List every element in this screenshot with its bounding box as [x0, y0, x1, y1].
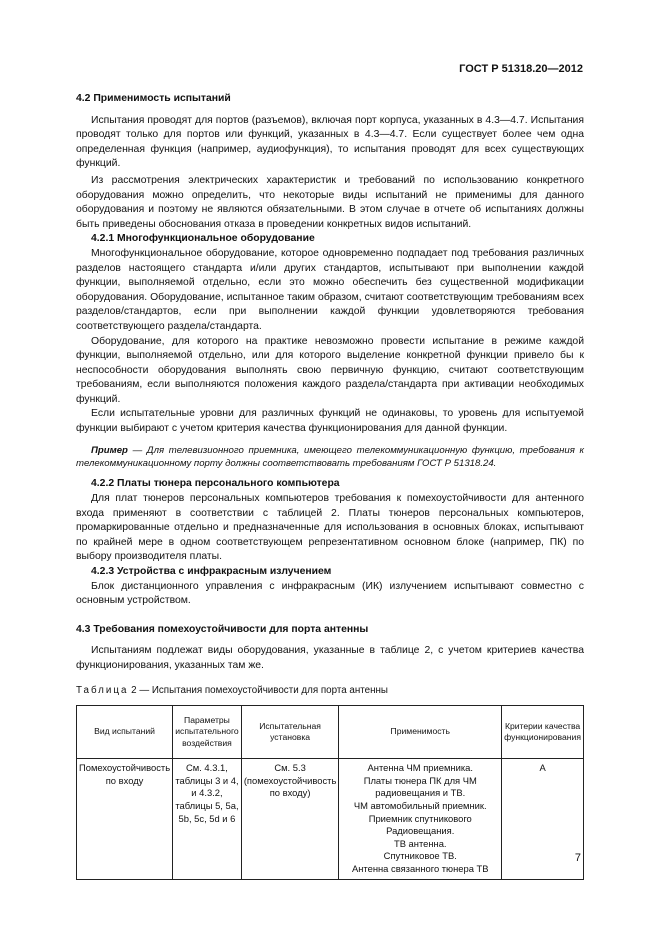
applicability-item: Спутниковое ТВ.: [383, 850, 457, 862]
table-row: [77, 759, 584, 879]
header-test-type: Вид испытаний: [77, 706, 173, 759]
section-4-2-heading: 4.2 Применимость испытаний: [76, 93, 231, 104]
header-test-parameters: Параметры испытательного воздействия: [173, 706, 242, 759]
applicability-item: Радиовещания.: [386, 825, 455, 837]
section-4-2-2-paragraph-1: Для плат тюнеров персональных компьютеров требования к помехоустойчивости для антенного входа применяют в соответствии с таблицей 2. Платы тюнеров персональных компьютеров, промаркированные отдельно и предназначенные для использования в основных блоках, испытывают по крайней мере в одном соответствующем репрезентативном основном блоке (например, ПК) по выбору производителя платы.: [76, 493, 584, 563]
applicability-item: Антенна ЧМ приемника.: [367, 762, 473, 774]
header-performance-criteria: Критерии качества функционирования: [502, 706, 584, 759]
table-caption-word: Таблица: [76, 684, 129, 696]
cell-test-parameters: См. 4.3.1, таблицы 3 и 4, и 4.3.2, таблицы 5, 5а, 5b, 5c, 5d и 6: [173, 759, 242, 879]
section-4-2-3-heading: 4.2.3 Устройства с инфракрасным излучением: [91, 566, 332, 578]
cell-test-setup: См. 5.3 (помехоустойчивость по входу): [241, 759, 339, 879]
applicability-item: ТВ антенна.: [393, 837, 447, 849]
section-4-2-1-paragraph-3: Если испытательные уровни для различных функций не одинаковы, то уровень для испытуемой функции выбирают с учетом критерия качества функционирования для данной функции.: [76, 408, 584, 435]
section-4-2-3-paragraph-1: Блок дистанционного управления с инфракрасным (ИК) излучением испытывают совместно с основным устройством.: [76, 580, 584, 607]
applicability-item: Антенна связанного тюнера ТВ: [352, 862, 489, 874]
section-4-3-heading: 4.3 Требования помехоустойчивости для порта антенны: [76, 623, 369, 635]
example-label: Пример: [91, 444, 128, 456]
applicability-item: ЧМ автомобильный приемник.: [353, 799, 487, 811]
example-note: [76, 444, 584, 471]
cell-test-type: Помехоустойчивость по входу: [77, 759, 173, 879]
page-number: 7: [574, 852, 581, 864]
section-4-2-paragraph-1: Испытания проводят для портов (разъемов), включая порт корпуса, указанных в 4.3—4.7. Испытания проводят только для портов или функций, указанных в 4.3—4.7. Если существует более чем одна определенная функция (например, аудиофункция), то испытания проводят для всех существующих функций.: [76, 114, 584, 170]
table-caption-text: 2 — Испытания помехоустойчивости для порта антенны: [128, 684, 388, 696]
cell-performance-criterion: А: [502, 759, 584, 879]
applicability-item: Платы тюнера ПК для ЧМ радиовещания и ТВ.: [363, 774, 477, 799]
table-caption: [76, 684, 584, 699]
header-test-setup: Испытательная установка: [241, 706, 339, 759]
header-applicability: Применимость: [339, 706, 502, 759]
applicability-item: Приемник спутникового: [368, 812, 472, 824]
section-4-3-paragraph-1: Испытаниям подлежат виды оборудования, указанные в таблице 2, с учетом критериев качества функционирования, указанных там же.: [76, 645, 584, 671]
section-4-2-1-paragraph-2: Оборудование, для которого на практике невозможно провести испытание в режиме каждой функции, выполняемой отдельно, или для которого выделение конкретной функции привело бы к неспособности оборудования выполнять свою первичную функцию, считают соответствующим требованиям, если выполняются положения каждого раздела/стандарта при активации необходимых функций.: [76, 335, 584, 405]
section-4-2-2-heading: 4.2.2 Платы тюнера персонального компьютера: [91, 478, 340, 490]
section-4-2-1-paragraph-1: Многофункциональное оборудование, которое одновременно подпадает под требования различных разделов настоящего стандарта и/или других стандартов, испытывают при выполнении каждой функции, выполняемой отдельно, если это можно обеспечить без существенной модификации оборудования. Оборудование, испытанное таким образом, считают соответствующим требованиям всех разделов/стандартов, если при выполнении каждой функции удовлетворяются требования соответствующего раздела/стандарта.: [76, 247, 584, 332]
example-text: — Для телевизионного приемника, имеющего телекоммуникационную функцию, требования к телекоммуникационному порту должны соответствовать требованиям ГОСТ Р 51318.24.: [76, 444, 584, 470]
table-header-row: [77, 706, 584, 759]
cell-applicability: [339, 759, 502, 879]
section-4-2-1-heading: 4.2.1 Многофункциональное оборудование: [91, 233, 315, 245]
document-id-header: ГОСТ Р 51318.20—2012: [459, 63, 583, 75]
page-content: [76, 92, 584, 880]
antenna-port-immunity-table: [76, 705, 584, 879]
section-4-2-paragraph-2: Из рассмотрения электрических характеристик и требований по использованию конкретного оборудования можно определить, что некоторые виды испытаний не применимы для данного оборудования и поэтому не являются обязательными. В этом случае в отчете об испытаниях должны быть приведены обоснования отказа в проведении конкретных видов испытаний.: [76, 174, 584, 230]
